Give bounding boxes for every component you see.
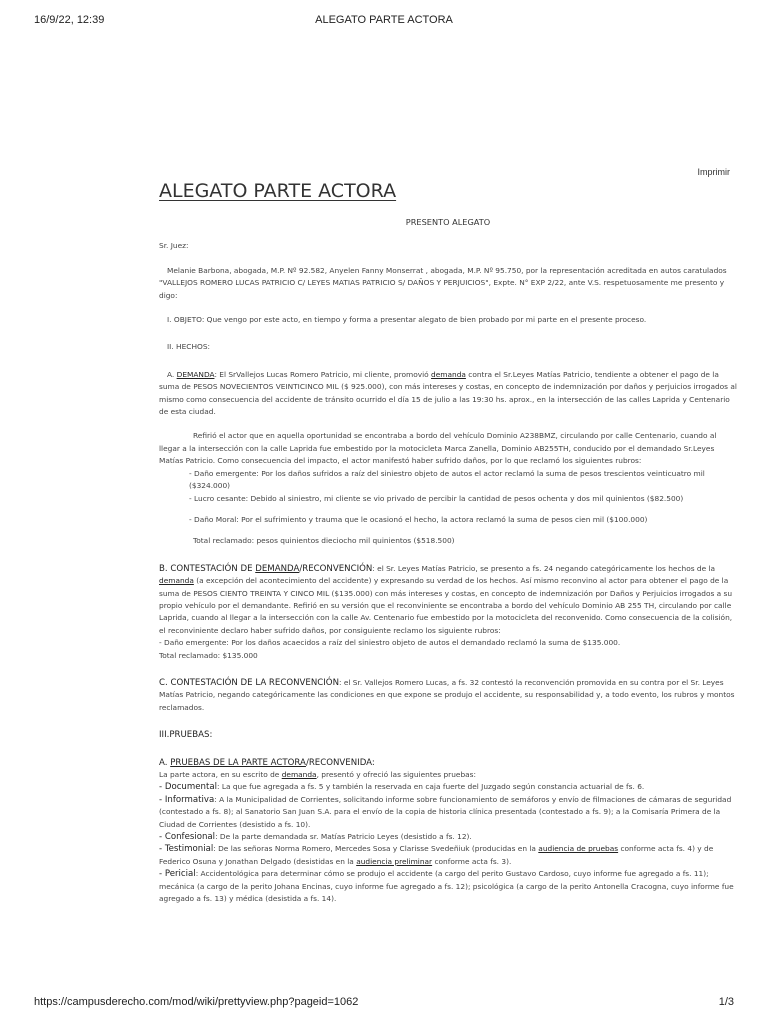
prueba-confesional-text: : De la parte demandada sr. Matías Patricio Leyes (desistido a fs. 12). [215, 832, 472, 842]
prueba-informativa [159, 794, 737, 831]
print-footer [34, 996, 734, 1012]
contestacion-paragraph [159, 563, 737, 637]
demanda-text-b: contra el Sr.Leyes Matías Patricio, tendiente a obtener el pago de la suma de PESOS NOVECIENTOS VEINTICINCO MIL ($ 925.000), con más intereses y costas, en concepto de indemnización por daños y perjuicios irrogados al mismo como consecuencia del accidente de tránsito ocurrido el día 15 de julio a las 19:30 hs. aprox., en la intersección de las calles Laprida y Centenario de esta ciudad. [159, 369, 737, 417]
document-title: ALEGATO PARTE ACTORA [159, 180, 397, 202]
prueba-confesional [159, 831, 737, 843]
prueba-pericial [159, 868, 737, 905]
pruebas-actora-heading [159, 757, 737, 769]
pruebas-actora-suffix: /RECONVENIDA: [305, 757, 375, 768]
pruebas-intro-a: La parte actora, en su escrito de [159, 770, 282, 779]
hechos-heading: II. HECHOS: [167, 342, 211, 352]
intro-paragraph: Melanie Barbona, abogada, M.P. Nº 92.582, Anyelen Fanny Monserrat , abogada, M.P. Nº 95.750, por la representación acreditada en autos caratulados "VALLEJOS ROMERO LUCAS PATRICIO C/ LEYES MATIAS PATRICIO S/ DAÑOS Y PERJUICIOS", Expte. N° EXP 2/22, ante V.S. respetuosamente me presento y digo: [159, 265, 727, 300]
total-reclamado: Total reclamado: pesos quinientos dieciocho mil quinientos ($518.500) [193, 536, 455, 546]
contestacion-dano: - Daño emergente: Por los daños acaecidos a raíz del siniestro objeto de autos el demandado reclamó la suma de $135.000. [159, 638, 621, 648]
pruebas-demanda-link[interactable]: demanda [281, 770, 317, 779]
contestacion-head: B. CONTESTACIÓN DE [159, 563, 256, 574]
audiencia-preliminar-link[interactable]: audiencia preliminar [356, 856, 433, 866]
print-header [34, 14, 734, 30]
prueba-testimonial-text-b: conforme acta fs. 4) y de Federico Osuna y Jonathan Delgado (desistidas en la [159, 844, 714, 866]
pruebas-actora-prefix: A. [159, 757, 171, 768]
print-link[interactable]: Imprimir [697, 167, 730, 177]
demanda-paragraph [159, 369, 737, 419]
print-page-title: ALEGATO PARTE ACTORA [315, 14, 453, 26]
prueba-confesional-label: - Confesional [159, 832, 216, 843]
contestacion-text-b: (a excepción del acontecimiento del accidente) y expresando su verdad de los hechos. Así mismo reconvino al actor para obtener el pago de la suma de PESOS CIENTO TREINTA Y CINCO MIL ($135.000) con más intereses y costas, en concepto de indemnización por Daños y Perjuicios irrogados a su propio vehículo por el demandante. Refirió en su versión que el reconviniente se encontraba a bordo del vehículo Dominio AB 255 TH, circulando por calle Laprida, cuando al llegar a la intersección con la calle Av. Centenario fue embestido por la motocicleta del reconvenido. Como consecuencia de la colisión, el reconviniente declaro haber sufrido daños, por consiguiente reclamo los siguiente rubros: [159, 576, 733, 635]
contestacion-text-a: : el Sr. Leyes Matías Patricio, se presento a fs. 24 negando categóricamente los hechos de la [372, 563, 716, 573]
demanda-text-a: : El SrVallejos Lucas Romero Patricio, mi cliente, promovió [214, 369, 432, 379]
salutation: Sr. Juez: [159, 241, 189, 251]
contestacion-head-b: /RECONVENCIÓN [299, 563, 373, 574]
dano-moral: - Daño Moral: Por el sufrimiento y trauma que le ocasionó el hecho, la actora reclamó la suma de pesos cien mil ($100.000) [189, 514, 648, 524]
print-datetime: 16/9/22, 12:39 [34, 14, 105, 26]
prueba-informativa-text: : A la Municipalidad de Corrientes, solicitando informe sobre funcionamiento de semáforos y envío de filmaciones de cámaras de seguridad (contestado a fs. 8); al Sanatorio San Juan S.A. para el envío de la copia de historia clínica presentada (contestado a fs. 9); a la Comisaría Primera de la Ciudad de Corrientes (desistido a fs. 10). [159, 794, 732, 829]
contestacion-demanda-link-2[interactable]: demanda [159, 576, 194, 586]
contestacion-demanda-link[interactable]: DEMANDA [255, 563, 300, 574]
refirio-paragraph: Refirió el actor que en aquella oportunidad se encontraba a bordo del vehículo Dominio A238BMZ, circulando por calle Centenario, cuando al llegar a la intersección con la calle Laprida fue embestido por la motocicleta Marca Zanella, Dominio AB255TH, conducido por el demandado Sr.Leyes Matías Patricio. Como consecuencia del impacto, el actor manifestó haber sufrido daños, por lo que reclamó los siguientes rubros: [159, 431, 717, 466]
pruebas-intro [159, 769, 737, 781]
demanda-prefix: A. [167, 369, 177, 379]
pruebas-intro-b: , presentó y ofreció las siguientes pruebas: [316, 770, 477, 779]
pruebas-actora-link[interactable]: PRUEBAS DE LA PARTE ACTORA [170, 757, 306, 768]
prueba-testimonial [159, 843, 737, 868]
pruebas-heading: III.PRUEBAS: [159, 730, 213, 741]
contestacion-reconvencion-paragraph [159, 677, 737, 714]
page-number: 1/3 [718, 996, 734, 1008]
contestacion-total: Total reclamado: $135.000 [159, 650, 258, 660]
audiencia-pruebas-link[interactable]: audiencia de pruebas [538, 844, 619, 854]
prueba-documental-text: : La que fue agregada a fs. 5 y también la reservada en caja fuerte del Juzgado según constancia actuarial de fs. 6. [217, 782, 645, 792]
prueba-testimonial-text-c: conforme acta fs. 3). [432, 856, 512, 866]
demanda-link[interactable]: DEMANDA [176, 369, 215, 379]
page-url: https://campusderecho.com/mod/wiki/prettyview.php?pageid=1062 [34, 996, 359, 1008]
document-body [159, 214, 737, 905]
prueba-pericial-text: : Accidentológica para determinar cómo se produjo el accidente (a cargo del perito Gustavo Cardoso, cuyo informe fue agregado a fs. 11); mecánica (a cargo de la perito Johana Encinas, cuyo informe fue agregado a fs. 12); psicológica (a cargo de la perito Antonella Cracogna, cuyo informe fue agregado a fs. 13) y médica (desistida a fs. 14). [159, 869, 734, 904]
demanda-link-2[interactable]: demanda [431, 369, 466, 379]
prueba-pericial-label: - Pericial [159, 869, 196, 880]
prueba-testimonial-text-a: : De las señoras Norma Romero, Mercedes Sosa y Clarisse Svedeñiuk (producidas en la [213, 844, 539, 854]
rubro-item: - Lucro cesante: Debido al siniestro, mi cliente se vio privado de percibir la cantidad de pesos ochenta y dos mil quinientos ($82.500) [189, 493, 684, 503]
rubro-item: - Daño emergente: Por los daños sufridos a raíz del siniestro objeto de autos el actor reclamó la suma de pesos trescientos veinticuatro mil ($324.000) [189, 468, 705, 491]
prueba-testimonial-label: - Testimonial [159, 844, 214, 855]
prueba-documental-label: - Documental [159, 782, 218, 793]
objeto-paragraph: I. OBJETO: Que vengo por este acto, en tiempo y forma a presentar alegato de bien probado por mi parte en el presente proceso. [167, 315, 647, 325]
prueba-documental [159, 781, 737, 793]
contestacion-reconvencion-text: : el Sr. Vallejos Romero Lucas, a fs. 32 contestó la reconvención promovida en su contra por el Sr. Leyes Matías Patricio, negando categóricamente las condiciones en que expone se produjo el accidente, su responsabilidad y, a todo evento, los rubros y montos reclamados. [159, 677, 735, 712]
document-subtitle: PRESENTO ALEGATO [405, 217, 491, 227]
prueba-informativa-label: - Informativa [159, 794, 215, 805]
contestacion-reconvencion-head: C. CONTESTACIÓN DE LA RECONVENCIÓN [159, 677, 339, 688]
